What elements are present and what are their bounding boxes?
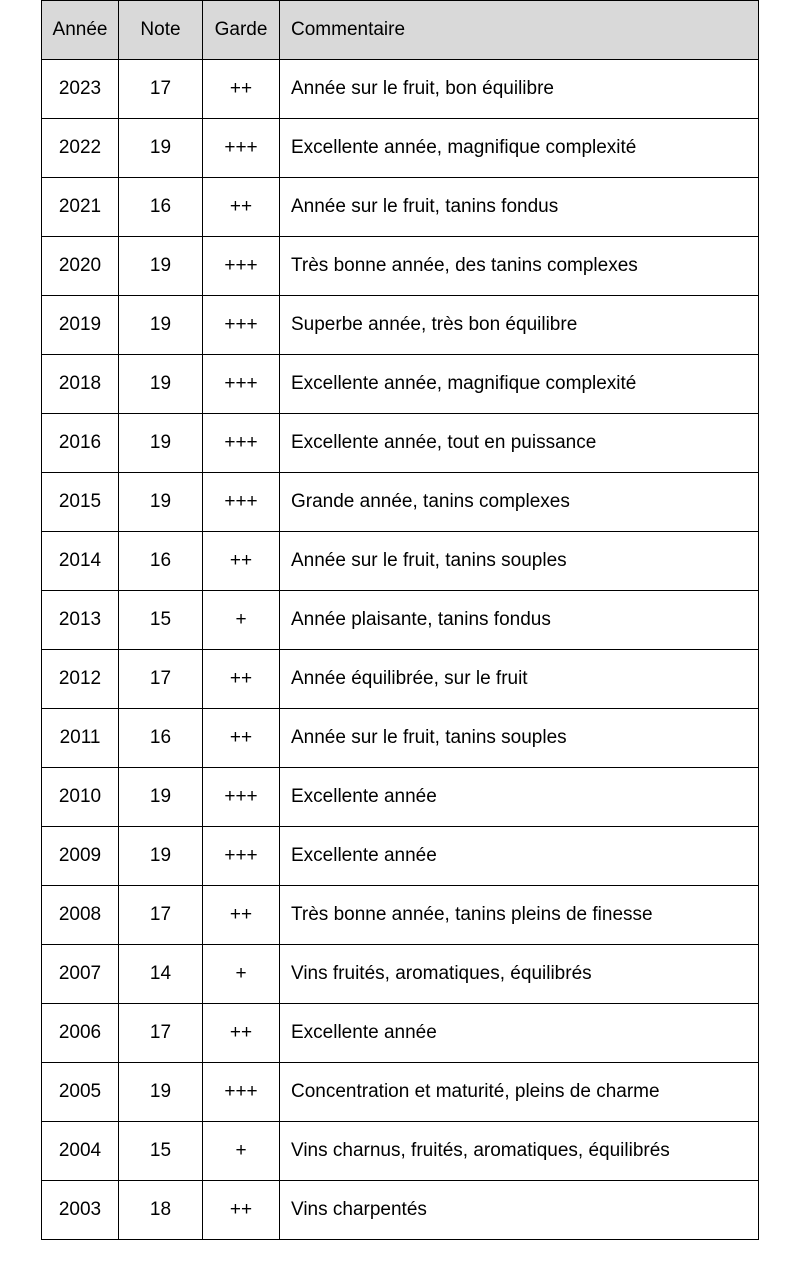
table-row <box>42 709 759 768</box>
cell-note: 16 <box>119 709 203 768</box>
cell-garde: + <box>203 1122 280 1181</box>
cell-year: 2013 <box>42 591 119 650</box>
table-row <box>42 414 759 473</box>
cell-year: 2023 <box>42 60 119 119</box>
cell-garde: +++ <box>203 1063 280 1122</box>
cell-comment: Très bonne année, tanins pleins de finesse <box>280 886 759 945</box>
vintage-table <box>41 0 759 1240</box>
cell-year: 2015 <box>42 473 119 532</box>
cell-garde: ++ <box>203 1004 280 1063</box>
cell-garde: ++ <box>203 709 280 768</box>
table-row <box>42 1004 759 1063</box>
cell-comment: Excellente année <box>280 827 759 886</box>
cell-note: 19 <box>119 1063 203 1122</box>
table-row <box>42 532 759 591</box>
cell-note: 17 <box>119 650 203 709</box>
cell-comment: Année sur le fruit, bon équilibre <box>280 60 759 119</box>
cell-note: 16 <box>119 178 203 237</box>
cell-note: 15 <box>119 591 203 650</box>
cell-garde: +++ <box>203 355 280 414</box>
header-garde: Garde <box>203 1 280 60</box>
cell-garde: + <box>203 591 280 650</box>
table-row <box>42 886 759 945</box>
table-row <box>42 119 759 178</box>
cell-comment: Excellente année, magnifique complexité <box>280 355 759 414</box>
table-row <box>42 768 759 827</box>
cell-year: 2009 <box>42 827 119 886</box>
table-row <box>42 355 759 414</box>
cell-year: 2012 <box>42 650 119 709</box>
cell-note: 17 <box>119 60 203 119</box>
cell-comment: Année sur le fruit, tanins souples <box>280 709 759 768</box>
cell-garde: +++ <box>203 237 280 296</box>
cell-garde: ++ <box>203 650 280 709</box>
cell-comment: Vins charnus, fruités, aromatiques, équilibrés <box>280 1122 759 1181</box>
cell-year: 2007 <box>42 945 119 1004</box>
cell-comment: Année sur le fruit, tanins souples <box>280 532 759 591</box>
cell-comment: Vins fruités, aromatiques, équilibrés <box>280 945 759 1004</box>
table-row <box>42 945 759 1004</box>
cell-comment: Année équilibrée, sur le fruit <box>280 650 759 709</box>
table-row <box>42 60 759 119</box>
cell-note: 19 <box>119 355 203 414</box>
cell-year: 2005 <box>42 1063 119 1122</box>
cell-note: 17 <box>119 886 203 945</box>
table-header <box>42 1 759 60</box>
header-year: Année <box>42 1 119 60</box>
cell-note: 14 <box>119 945 203 1004</box>
cell-year: 2003 <box>42 1181 119 1240</box>
cell-year: 2016 <box>42 414 119 473</box>
cell-year: 2021 <box>42 178 119 237</box>
cell-garde: ++ <box>203 886 280 945</box>
cell-year: 2006 <box>42 1004 119 1063</box>
cell-year: 2004 <box>42 1122 119 1181</box>
cell-note: 15 <box>119 1122 203 1181</box>
table-row <box>42 1063 759 1122</box>
cell-note: 19 <box>119 296 203 355</box>
cell-garde: ++ <box>203 60 280 119</box>
cell-garde: +++ <box>203 296 280 355</box>
cell-note: 19 <box>119 473 203 532</box>
cell-note: 17 <box>119 1004 203 1063</box>
cell-comment: Année sur le fruit, tanins fondus <box>280 178 759 237</box>
cell-note: 18 <box>119 1181 203 1240</box>
cell-year: 2010 <box>42 768 119 827</box>
cell-year: 2022 <box>42 119 119 178</box>
cell-comment: Excellente année, tout en puissance <box>280 414 759 473</box>
cell-year: 2014 <box>42 532 119 591</box>
cell-year: 2018 <box>42 355 119 414</box>
cell-comment: Concentration et maturité, pleins de charme <box>280 1063 759 1122</box>
table-row <box>42 296 759 355</box>
table-body <box>42 60 759 1240</box>
cell-note: 19 <box>119 827 203 886</box>
table-row <box>42 1181 759 1240</box>
cell-garde: +++ <box>203 827 280 886</box>
cell-note: 19 <box>119 119 203 178</box>
cell-comment: Excellente année <box>280 1004 759 1063</box>
table-row <box>42 237 759 296</box>
cell-comment: Excellente année <box>280 768 759 827</box>
table-row <box>42 178 759 237</box>
cell-note: 16 <box>119 532 203 591</box>
cell-garde: ++ <box>203 1181 280 1240</box>
cell-comment: Vins charpentés <box>280 1181 759 1240</box>
table-row <box>42 650 759 709</box>
cell-garde: +++ <box>203 768 280 827</box>
cell-comment: Très bonne année, des tanins complexes <box>280 237 759 296</box>
cell-year: 2011 <box>42 709 119 768</box>
table-row <box>42 473 759 532</box>
cell-note: 19 <box>119 237 203 296</box>
header-note: Note <box>119 1 203 60</box>
cell-note: 19 <box>119 414 203 473</box>
cell-garde: +++ <box>203 414 280 473</box>
cell-garde: ++ <box>203 178 280 237</box>
header-row <box>42 1 759 60</box>
table-row <box>42 591 759 650</box>
cell-note: 19 <box>119 768 203 827</box>
cell-comment: Année plaisante, tanins fondus <box>280 591 759 650</box>
cell-garde: + <box>203 945 280 1004</box>
cell-year: 2020 <box>42 237 119 296</box>
cell-comment: Grande année, tanins complexes <box>280 473 759 532</box>
cell-comment: Superbe année, très bon équilibre <box>280 296 759 355</box>
table-row <box>42 1122 759 1181</box>
cell-year: 2008 <box>42 886 119 945</box>
cell-year: 2019 <box>42 296 119 355</box>
cell-comment: Excellente année, magnifique complexité <box>280 119 759 178</box>
cell-garde: ++ <box>203 532 280 591</box>
cell-garde: +++ <box>203 119 280 178</box>
table-row <box>42 827 759 886</box>
cell-garde: +++ <box>203 473 280 532</box>
header-comment: Commentaire <box>280 1 759 60</box>
